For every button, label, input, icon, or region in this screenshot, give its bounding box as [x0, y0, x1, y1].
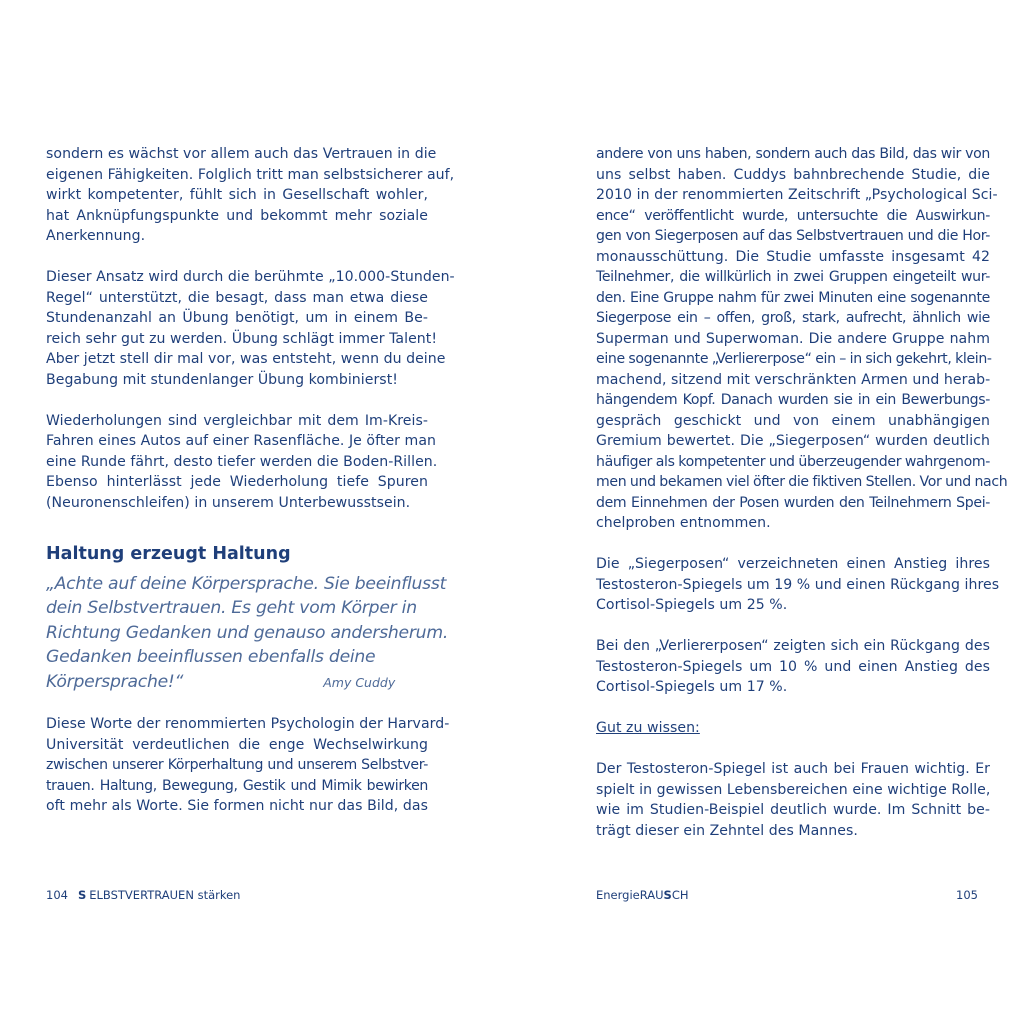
text-line: hat Anknüpfungspunkte und bekommt mehr soziale: [46, 207, 428, 224]
running-title-part: EnergieRAU: [596, 888, 664, 902]
text-line: Bei den „Verliererposen“ zeigten sich ein Rückgang des: [596, 638, 990, 654]
page-number: 104: [46, 888, 68, 902]
text-line: 2010 in der renommierten Zeitschrift „Psychological Sci-: [596, 187, 998, 203]
text-line: Superman und Superwoman. Die andere Gruppe nahm: [596, 330, 990, 347]
chapter-title: ELBSTVERTRAUEN stärken: [89, 888, 241, 902]
text-line: reich sehr gut zu werden. Übung schlägt immer Talent!: [46, 330, 438, 347]
paragraph-gap: [46, 247, 428, 268]
text-line: trägt dieser ein Zehntel des Mannes.: [596, 822, 858, 839]
section-heading: Haltung erzeugt Haltung: [46, 543, 291, 564]
text-line: Testosteron-Spiegels um 10 % und einen Anstieg des: [596, 658, 990, 675]
right-paragraph-1: [596, 144, 1008, 534]
running-title-initial: S: [663, 888, 672, 902]
text-line: trauen. Haltung, Bewegung, Gestik und Mimik bewirken: [46, 777, 428, 794]
text-line: monausschüttung. Die Studie umfasste insgesamt 42: [596, 248, 990, 265]
text-line: Siegerpose ein – offen, groß, stark, aufrecht, ähnlich wie: [596, 310, 990, 326]
text-line: häufiger als kompetenter und überzeugender wahrgenom-: [596, 453, 990, 470]
text-line: den. Eine Gruppe nahm für zwei Minuten eine sogenannte: [596, 289, 990, 306]
text-line: Dieser Ansatz wird durch die berühmte „10.000-Stunden-: [46, 269, 455, 285]
left-paragraph-3: [46, 411, 438, 514]
text-line: dem Einnehmen der Posen wurden den Teilnehmern Spei-: [596, 494, 990, 511]
quote-line: „Achte auf deine Körpersprache. Sie beeinflusst: [46, 573, 447, 594]
right-page: [512, 0, 1024, 1024]
quote-block: [46, 572, 449, 695]
text-line: Universität verdeutlichen die enge Wechselwirkung: [46, 736, 428, 753]
text-line: Ebenso hinterlässt jede Wiederholung tiefe Spuren: [46, 474, 428, 490]
text-line: Testosteron-Spiegels um 19 % und einen Rückgang ihres: [596, 576, 1000, 593]
quote-line: dein Selbstvertrauen. Es geht vom Körper in: [46, 598, 417, 618]
page-number: 105: [956, 888, 978, 902]
text-line: (Neuronenschleifen) in unserem Unterbewusstsein.: [46, 494, 411, 511]
text-line: Wiederholungen sind vergleichbar mit dem Im-Kreis-: [46, 412, 428, 429]
right-paragraph-2: [596, 554, 1000, 616]
quote-text: Körpersprache!“: [46, 671, 184, 692]
paragraph-gap: [46, 513, 428, 534]
text-line: wie im Studien-Beispiel deutlich wurde. Im Schnitt be-: [596, 802, 990, 818]
running-title-part: CH: [671, 888, 689, 902]
text-line: Gremium bewertet. Die „Siegerposen“ wurden deutlich: [596, 433, 990, 449]
text-line: sondern es wächst vor allem auch das Vertrauen in die: [46, 146, 437, 162]
left-paragraph-2: [46, 267, 455, 390]
text-line: zwischen unserer Körperhaltung und unserem Selbstver-: [46, 757, 428, 773]
text-line: uns selbst haben. Cuddys bahnbrechende Studie, die: [596, 166, 990, 183]
paragraph-gap: [596, 534, 990, 555]
text-line: Stundenanzahl an Übung benötigt, um in einem Be-: [46, 310, 428, 326]
text-line: ence“ veröffentlicht wurde, untersuchte die Auswirkun-: [596, 207, 990, 224]
text-line: wirkt kompetenter, fühlt sich in Gesellschaft wohler,: [46, 187, 428, 203]
right-text-column: [596, 144, 1008, 841]
text-line: hängendem Kopf. Danach wurden sie in ein Bewerbungs-: [596, 392, 990, 408]
text-line: eine sogenannte „Verliererpose“ ein – in sich gekehrt, klein-: [596, 351, 992, 367]
text-line: Teilnehmer, die willkürlich in zwei Gruppen eingeteilt wur-: [596, 269, 990, 285]
text-line: Die „Siegerposen“ verzeichneten einen Anstieg ihres: [596, 556, 990, 572]
paragraph-gap: [46, 390, 428, 411]
text-line: spielt in gewissen Lebensbereichen eine wichtige Rolle,: [596, 781, 991, 798]
quote-author: Amy Cuddy: [323, 674, 396, 690]
paragraph-gap: [596, 698, 990, 719]
text-line: Fahren eines Autos auf einer Rasenfläche. Je öfter man: [46, 433, 436, 449]
right-paragraph-3: [596, 636, 990, 698]
quote-line: Gedanken beeinflussen ebenfalls deine: [46, 647, 376, 667]
text-line: machend, sitzend mit verschränkten Armen und herab-: [596, 371, 991, 388]
good-to-know-label: Gut zu wissen:: [596, 720, 700, 736]
left-paragraph-4: [46, 714, 450, 817]
text-line: men und bekamen viel öfter die fiktiven Stellen. Vor und nach: [596, 474, 1008, 490]
right-paragraph-4: [596, 759, 990, 841]
text-line: gespräch geschickt und von einem unabhängigen: [596, 412, 990, 429]
left-footer: [46, 887, 240, 903]
left-text-column: [46, 144, 455, 817]
text-line: Begabung mit stundenlanger Übung kombinierst!: [46, 371, 398, 388]
text-line: Aber jetzt stell dir mal vor, was entsteht, wenn du deine: [46, 351, 446, 367]
quote-line-last: [46, 670, 428, 695]
right-running-header: [596, 887, 689, 903]
paragraph-gap: [596, 739, 990, 760]
text-line: Der Testosteron-Spiegel ist auch bei Frauen wichtig. Er: [596, 761, 990, 777]
text-line: Cortisol-Spiegels um 17 %.: [596, 679, 788, 695]
text-line: Anerkennung.: [46, 228, 146, 244]
text-line: gen von Siegerposen auf das Selbstvertrauen und die Hor-: [596, 228, 990, 244]
left-paragraph-1: [46, 144, 455, 247]
text-line: oft mehr als Worte. Sie formen nicht nur das Bild, das: [46, 798, 428, 814]
text-line: Diese Worte der renommierten Psychologin der Harvard-: [46, 716, 450, 732]
chapter-initial: S: [77, 888, 87, 902]
text-line: chelproben entnommen.: [596, 515, 771, 531]
quote-line: Richtung Gedanken und genauso andersherum.: [46, 622, 449, 643]
text-line: Cortisol-Spiegels um 25 %.: [596, 597, 788, 613]
paragraph-gap: [596, 616, 990, 637]
text-line: Regel“ unterstützt, die besagt, dass man etwa diese: [46, 289, 428, 306]
text-line: eine Runde fährt, desto tiefer werden die Boden-Rillen.: [46, 453, 438, 470]
text-line: eigenen Fähigkeiten. Folglich tritt man selbstsicherer auf,: [46, 166, 455, 183]
text-line: andere von uns haben, sondern auch das Bild, das wir von: [596, 146, 990, 162]
